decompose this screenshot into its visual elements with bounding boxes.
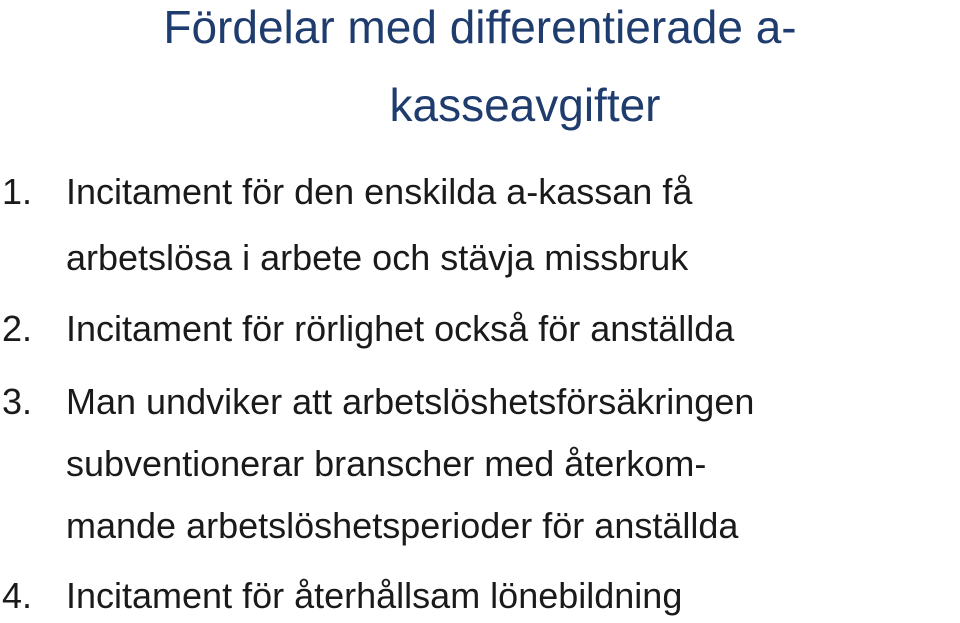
title-line: Fördelar med differentierade a- xyxy=(163,1,797,53)
title-line: kasseavgifter xyxy=(389,79,661,131)
item-number: 1. xyxy=(2,171,33,212)
item-text-line: Man undviker att arbetslöshetsförsäkringen xyxy=(66,381,755,422)
item-text-line: Incitament för återhållsam lönebildning xyxy=(66,575,683,616)
item-text-line: arbetslösa i arbete och stävja missbruk xyxy=(66,237,689,278)
item-text-line: subventionerar branscher med återkom- xyxy=(66,443,707,484)
item-text-line: mande arbetslöshetsperioder för anställda xyxy=(66,505,739,546)
item-number: 3. xyxy=(2,381,33,422)
item-number: 4. xyxy=(2,575,33,616)
item-text-line: Incitament för den enskilda a-kassan få xyxy=(66,171,693,212)
item-text-line: Incitament för rörlighet också för anställda xyxy=(66,308,735,349)
item-number: 2. xyxy=(2,308,33,349)
